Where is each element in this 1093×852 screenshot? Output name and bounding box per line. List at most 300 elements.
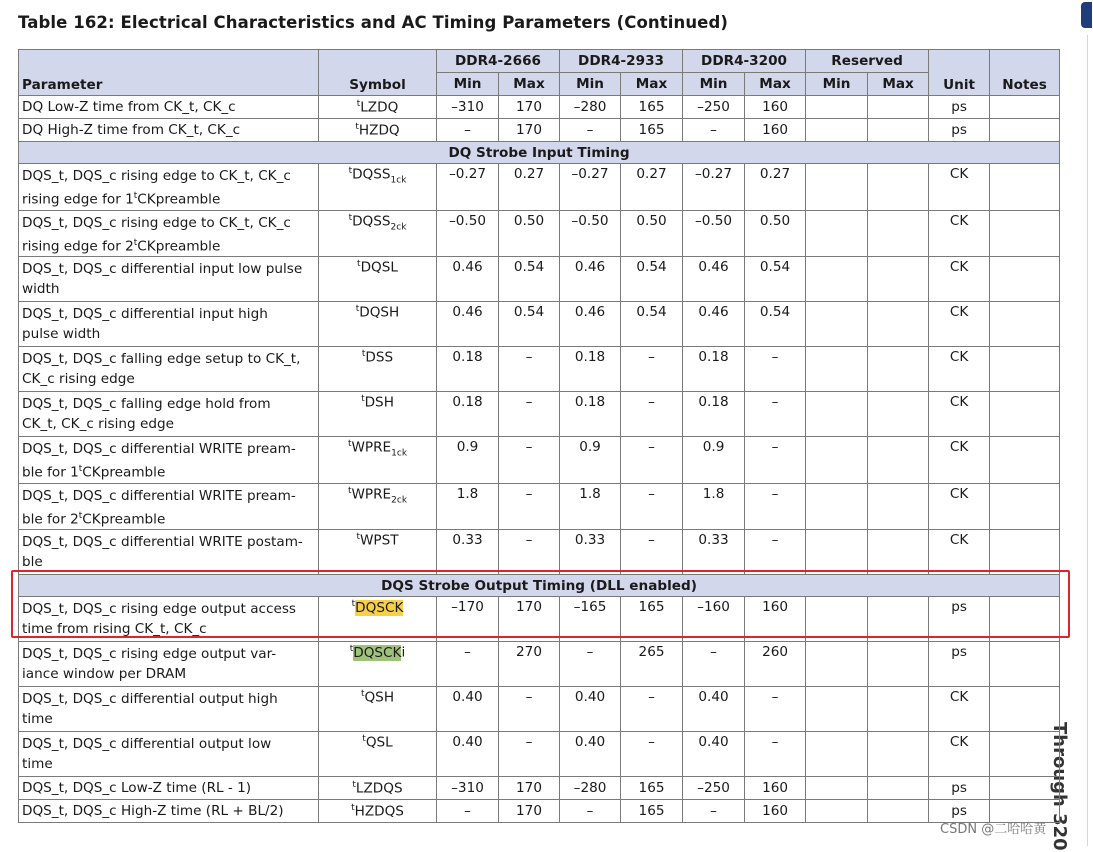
min-value-cell: 0.9 [437,437,499,484]
min-value-cell: 0.40 [560,732,621,777]
unit-cell: ps [929,777,990,800]
max-value-cell: 165 [621,777,683,800]
symbol-text: HZDQ [358,122,400,139]
table-row [19,597,1060,642]
parameter-line-2: CK_c rising edge [22,371,135,388]
symbol-cell [319,800,437,823]
symbol-text: DSS [365,349,394,366]
symbol-subscript: 2ck [390,221,407,232]
min-value-cell: 0.40 [683,732,745,777]
max-value-cell [868,257,929,302]
table-row [19,257,1060,302]
unit-cell: CK [929,392,990,437]
parameter-cell [19,800,319,823]
notes-cell [990,164,1060,211]
max-value-cell [868,347,929,392]
unit-cell: ps [929,800,990,823]
symbol-t-prefix: t [360,689,365,700]
max-value-cell [868,483,929,530]
max-value-cell: 0.50 [621,210,683,257]
symbol-cell [319,257,437,302]
max-value-cell: – [621,687,683,732]
max-value-cell [868,597,929,642]
parameter-line-2: ble for 1 [22,464,79,481]
table-row [19,210,1060,257]
symbol-subscript: 1ck [390,175,407,186]
max-value-cell [868,164,929,211]
max-value-cell: 0.27 [621,164,683,211]
symbol-t-prefix: t [351,599,356,610]
parameter-line-2: time [22,711,53,728]
symbol-cell [319,164,437,211]
header-min: Min [437,73,499,96]
notes-cell [990,302,1060,347]
symbol-t-prefix: t [361,349,366,360]
parameter-superscript: t [133,237,138,248]
max-value-cell: 265 [621,642,683,687]
parameter-cell [19,302,319,347]
min-value-cell: –165 [560,597,621,642]
max-value-cell: – [621,530,683,575]
min-value-cell: 0.46 [560,302,621,347]
notes-cell [990,210,1060,257]
symbol-t-prefix: t [356,98,361,109]
min-value-cell: –0.27 [437,164,499,211]
max-value-cell: 170 [499,597,560,642]
symbol-text: DQSH [359,304,400,321]
parameter-line-1: DQS_t, DQS_c differential output high [22,691,278,708]
notes-cell [990,96,1060,119]
min-value-cell: –0.50 [560,210,621,257]
symbol-text: DQSCK [353,644,402,661]
symbol-cell [319,732,437,777]
table-row [19,483,1060,530]
table-row [19,119,1060,142]
min-value-cell [806,597,868,642]
min-value-cell: 1.8 [560,483,621,530]
symbol-text: DSH [364,394,394,411]
symbol-text: WPRE [351,486,392,503]
parameter-superscript: t [78,464,83,475]
parameter-line-2: rising edge for 1 [22,191,134,208]
min-value-cell: 0.33 [560,530,621,575]
symbol-cell [319,96,437,119]
symbol-t-prefix: t [352,779,356,790]
table-row [19,96,1060,119]
min-value-cell: 0.18 [437,347,499,392]
parameter-line-2-suffix: CKpreamble [82,511,166,528]
min-value-cell: – [437,119,499,142]
header-max: Max [499,73,560,96]
symbol-cell [319,210,437,257]
min-value-cell: 1.8 [437,483,499,530]
table-row [19,777,1060,800]
max-value-cell: 170 [499,119,560,142]
symbol-cell [319,687,437,732]
max-value-cell: – [745,347,806,392]
unit-cell: CK [929,437,990,484]
symbol-t-prefix: t [362,734,366,745]
min-value-cell: 0.46 [683,302,745,347]
max-value-cell [868,777,929,800]
symbol-cell [319,642,437,687]
unit-cell: ps [929,96,990,119]
symbol-t-prefix: t [348,212,353,223]
min-value-cell [806,777,868,800]
min-value-cell: –250 [683,96,745,119]
parameter-line-2: iance window per DRAM [22,666,187,683]
min-value-cell: –0.50 [437,210,499,257]
max-value-cell: 0.50 [499,210,560,257]
parameter-cell [19,530,319,575]
symbol-cell [319,483,437,530]
parameter-line-1: DQS_t, DQS_c differential input low pulse [22,261,303,278]
notes-cell [990,687,1060,732]
min-value-cell: 0.46 [437,302,499,347]
table-row [19,164,1060,211]
max-value-cell [868,530,929,575]
symbol-t-prefix: t [355,304,360,315]
symbol-text: LZDQ [360,99,399,116]
parameter-line-1: DQS_t, DQS_c falling edge hold from [22,396,271,413]
min-value-cell [806,302,868,347]
parameter-line-2: pulse width [22,326,101,343]
symbol-text: DQSS [352,166,391,183]
unit-cell: CK [929,483,990,530]
min-value-cell: 0.33 [437,530,499,575]
parameter-cell [19,347,319,392]
min-value-cell: –160 [683,597,745,642]
max-value-cell: 0.54 [745,302,806,347]
side-running-text: Through 320 [1049,722,1070,851]
notes-cell [990,437,1060,484]
parameter-line-2: time [22,756,53,773]
symbol-t-prefix: t [361,394,365,405]
min-value-cell [806,164,868,211]
symbol-t-prefix: t [355,121,359,132]
symbol-suffix: i [401,644,406,661]
unit-cell: CK [929,210,990,257]
parameter-cell [19,777,319,800]
parameter-line-1: DQS_t, DQS_c falling edge setup to CK_t, [22,351,301,368]
min-value-cell [806,530,868,575]
parameter-line-1: DQS_t, DQS_c differential WRITE pream- [22,487,296,504]
parameter-line-1: DQS_t, DQS_c rising edge output var- [22,646,277,663]
parameter-line-2: CK_t, CK_c rising edge [22,416,174,433]
table-title: Table 162: Electrical Characteristics and AC Timing Parameters (Continued) [18,13,729,32]
min-value-cell: –0.27 [683,164,745,211]
parameter-line-1: DQS_t, DQS_c rising edge to CK_t, CK_c [22,168,291,184]
parameter-line-1: DQS_t, DQS_c differential WRITE pream- [22,441,296,458]
max-value-cell: 0.54 [745,257,806,302]
max-value-cell [868,392,929,437]
symbol-cell [319,392,437,437]
max-value-cell [868,800,929,823]
min-value-cell: –280 [560,96,621,119]
parameter-line-2: time from rising CK_t, CK_c [22,621,207,638]
parameter-cell [19,687,319,732]
min-value-cell: 0.18 [560,392,621,437]
min-value-cell: –250 [683,777,745,800]
symbol-t-prefix: t [351,802,355,813]
notes-cell [990,257,1060,302]
notes-cell [990,347,1060,392]
max-value-cell [868,437,929,484]
symbol-t-prefix: t [348,166,353,176]
symbol-subscript: 2ck [391,494,408,505]
max-value-cell: 165 [621,96,683,119]
symbol-t-prefix: t [347,439,352,450]
header-unit: Unit [929,50,990,96]
min-value-cell: – [560,119,621,142]
symbol-t-prefix: t [349,644,354,655]
max-value-cell: – [499,732,560,777]
unit-cell: CK [929,687,990,732]
table-row [19,800,1060,823]
max-value-cell: 170 [499,96,560,119]
min-value-cell: – [560,800,621,823]
min-value-cell: 0.40 [560,687,621,732]
max-value-cell [868,302,929,347]
max-value-cell: – [621,347,683,392]
parameter-superscript: t [78,510,83,521]
watermark: CSDN @二哈哈黄 [940,822,1047,837]
table-row [19,347,1060,392]
parameter-cell [19,642,319,687]
min-value-cell [806,732,868,777]
unit-cell: ps [929,119,990,142]
min-value-cell [806,642,868,687]
max-value-cell: – [499,483,560,530]
min-value-cell: –0.27 [560,164,621,211]
parameter-text: DQ High-Z time from CK_t, CK_c [22,122,241,138]
section-row [19,142,1060,164]
max-value-cell: – [745,483,806,530]
min-value-cell: – [683,642,745,687]
header-max: Max [868,73,929,96]
max-value-cell [868,732,929,777]
max-value-cell: – [621,437,683,484]
max-value-cell: 260 [745,642,806,687]
max-value-cell: – [499,392,560,437]
header-max: Max [745,73,806,96]
symbol-t-prefix: t [356,532,360,543]
symbol-text: WPRE [351,439,392,456]
symbol-cell [319,777,437,800]
max-value-cell: 165 [621,597,683,642]
notes-cell [990,483,1060,530]
header-ddr4-2666: DDR4-2666 [437,50,560,73]
max-value-cell [868,119,929,142]
symbol-text: QSH [364,689,395,706]
max-value-cell: 170 [499,777,560,800]
max-value-cell: 0.50 [745,210,806,257]
min-value-cell [806,800,868,823]
max-value-cell: 160 [745,119,806,142]
parameter-text: DQS_t, DQS_c Low-Z time (RL - 1) [22,780,252,797]
symbol-text: WPST [359,532,399,549]
max-value-cell: – [745,732,806,777]
max-value-cell: 0.27 [499,164,560,211]
min-value-cell [806,119,868,142]
unit-cell: CK [929,164,990,211]
header-max: Max [621,73,683,96]
parameter-line-2: ble for 2 [22,511,79,528]
table-row [19,392,1060,437]
parameter-line-1: DQS_t, DQS_c differential WRITE postam- [22,534,303,551]
parameter-line-2-suffix: CKpreamble [82,464,166,481]
min-value-cell: 1.8 [683,483,745,530]
min-value-cell: –310 [437,777,499,800]
min-value-cell [806,392,868,437]
notes-cell [990,732,1060,777]
min-value-cell: 0.9 [560,437,621,484]
max-value-cell: 165 [621,119,683,142]
parameter-text: DQ Low-Z time from CK_t, CK_c [22,99,236,115]
parameter-line-2: rising edge for 2 [22,238,134,255]
max-value-cell: – [745,437,806,484]
page-edge-bar [1079,0,1093,846]
symbol-cell [319,437,437,484]
timing-table [18,49,1060,823]
parameter-line-1: DQS_t, DQS_c differential output low [22,736,272,753]
notes-cell [990,597,1060,642]
min-value-cell: 0.9 [683,437,745,484]
notes-cell [990,642,1060,687]
max-value-cell: – [621,732,683,777]
max-value-cell: 170 [499,800,560,823]
max-value-cell: – [745,392,806,437]
min-value-cell: 0.40 [437,732,499,777]
max-value-cell: – [499,347,560,392]
parameter-cell [19,597,319,642]
max-value-cell: 160 [745,96,806,119]
unit-cell: CK [929,347,990,392]
min-value-cell: – [683,119,745,142]
section-title: DQS Strobe Output Timing (DLL enabled) [19,575,1060,597]
edge-rule [1087,35,1088,846]
header-notes: Notes [990,50,1060,96]
min-value-cell [806,687,868,732]
parameter-line-1: DQS_t, DQS_c rising edge to CK_t, CK_c [22,214,291,231]
parameter-cell [19,210,319,257]
min-value-cell: 0.18 [683,347,745,392]
symbol-text: HZDQS [354,803,404,820]
table-row [19,642,1060,687]
max-value-cell [868,96,929,119]
parameter-cell [19,164,319,211]
table-body [19,96,1060,823]
header-min: Min [806,73,868,96]
max-value-cell [868,642,929,687]
min-value-cell: –0.50 [683,210,745,257]
min-value-cell: –170 [437,597,499,642]
parameter-line-2: width [22,281,60,298]
parameter-cell [19,257,319,302]
parameter-superscript: t [133,191,138,201]
min-value-cell: –280 [560,777,621,800]
max-value-cell: 165 [621,800,683,823]
max-value-cell: – [745,687,806,732]
parameter-line-2: ble [22,554,43,571]
max-value-cell: 160 [745,597,806,642]
parameter-cell [19,483,319,530]
parameter-cell [19,437,319,484]
min-value-cell: 0.18 [560,347,621,392]
table-row [19,687,1060,732]
min-value-cell: –310 [437,96,499,119]
min-value-cell: 0.18 [437,392,499,437]
max-value-cell: 160 [745,800,806,823]
unit-cell: CK [929,302,990,347]
max-value-cell: – [745,530,806,575]
symbol-text: DQSCK [355,599,404,616]
parameter-cell [19,392,319,437]
max-value-cell: – [499,687,560,732]
notes-cell [990,392,1060,437]
max-value-cell: – [621,483,683,530]
unit-cell: ps [929,597,990,642]
max-value-cell [868,210,929,257]
symbol-cell [319,302,437,347]
min-value-cell: 0.40 [683,687,745,732]
table-row [19,437,1060,484]
unit-cell: CK [929,732,990,777]
min-value-cell: 0.46 [437,257,499,302]
header-parameter: Parameter [19,50,319,96]
max-value-cell: 0.27 [745,164,806,211]
max-value-cell: – [499,530,560,575]
parameter-line-1: DQS_t, DQS_c rising edge output access [22,601,297,618]
max-value-cell: – [499,437,560,484]
min-value-cell [806,483,868,530]
min-value-cell: 0.46 [683,257,745,302]
parameter-cell [19,96,319,119]
symbol-t-prefix: t [347,485,352,496]
symbol-cell [319,530,437,575]
brand-mark [1081,2,1092,28]
symbol-text: DQSL [360,259,398,276]
symbol-cell [319,597,437,642]
symbol-text: QSL [365,734,393,751]
header-reserved: Reserved [806,50,929,73]
min-value-cell [806,347,868,392]
min-value-cell: 0.46 [560,257,621,302]
notes-cell [990,530,1060,575]
table-row [19,530,1060,575]
min-value-cell [806,257,868,302]
min-value-cell: – [560,642,621,687]
notes-cell [990,119,1060,142]
header-symbol: Symbol [319,50,437,96]
min-value-cell [806,96,868,119]
unit-cell: CK [929,257,990,302]
max-value-cell: 0.54 [621,257,683,302]
min-value-cell: – [683,800,745,823]
symbol-subscript: 1ck [391,448,408,459]
symbol-cell [319,347,437,392]
max-value-cell: 0.54 [499,302,560,347]
section-title: DQ Strobe Input Timing [19,142,1060,164]
min-value-cell [806,437,868,484]
max-value-cell [868,687,929,732]
parameter-cell [19,119,319,142]
symbol-text: LZDQS [355,780,403,797]
parameter-line-2-suffix: CKpreamble [137,238,221,255]
section-row [19,575,1060,597]
parameter-line-2-suffix: CKpreamble [137,191,221,208]
symbol-t-prefix: t [357,259,361,270]
